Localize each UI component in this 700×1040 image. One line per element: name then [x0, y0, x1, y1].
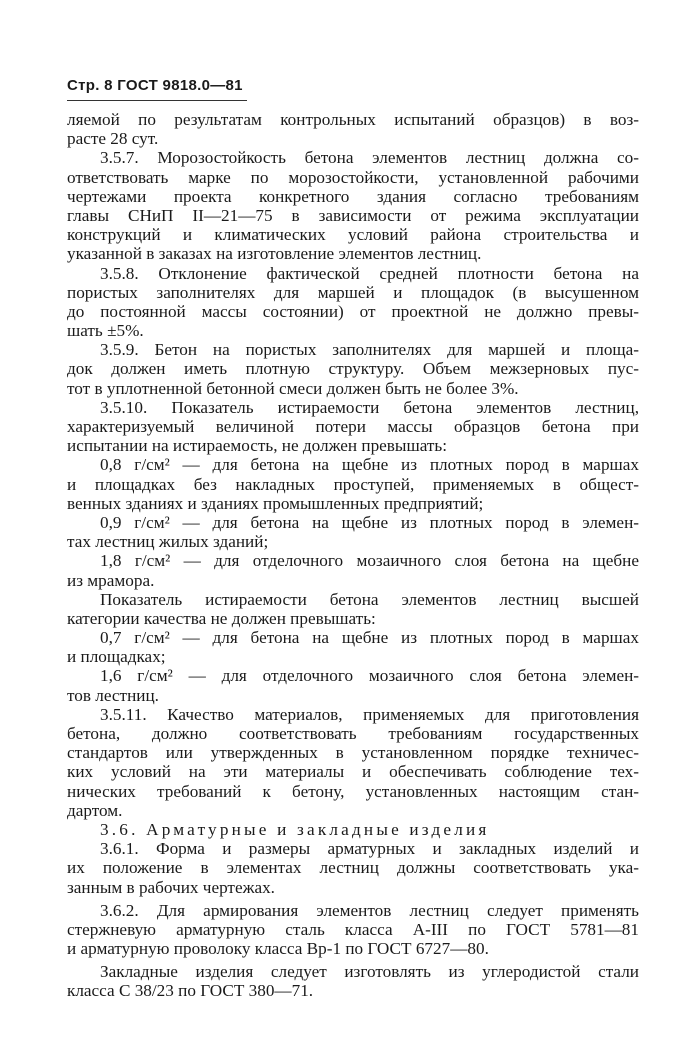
text-line: конструкций и климатических условий района строительства и: [67, 225, 639, 245]
text-line: Показатель истираемости бетона элементов лестниц высшей: [100, 589, 639, 609]
text-line: док должен иметь плотную структуру. Объем межзерновых пус-: [67, 359, 639, 379]
text-line: шать ±5%.: [67, 321, 144, 341]
text-line: 1,6 г/см² — для отделочного мозаичного слоя бетона элемен-: [100, 666, 639, 686]
text-line: стержневую арматурную сталь класса А-III по ГОСТ 5781—81: [67, 919, 639, 939]
text-line: нических требований к бетону, установленных настоящим стан-: [67, 781, 639, 801]
text-line: и арматурную проволоку класса Вр-1 по ГОСТ 6727—80.: [67, 939, 489, 959]
text-line: до постоянной массы состоянии) от проектной не должно превы-: [67, 301, 639, 321]
text-line: дартом.: [67, 800, 123, 820]
text-line: и площадках;: [67, 647, 166, 667]
body-text: [67, 110, 639, 1001]
text-line: стандартов или утвержденных в установленном порядке техничес-: [67, 743, 639, 763]
text-line: бетона, должно соответствовать требованиям государственных: [67, 724, 639, 743]
text-line: тов лестниц.: [67, 685, 159, 705]
text-line: категории качества не должен превышать:: [67, 608, 376, 628]
text-line: 3.5.9. Бетон на пористых заполнителях для маршей и площа-: [100, 340, 639, 360]
text-line: чертежами проекта конкретного здания согласно требованиям: [67, 186, 639, 206]
text-line: 3.5.11. Качество материалов, применяемых для приготовления: [100, 704, 639, 724]
text-line: из мрамора.: [67, 570, 155, 590]
text-line: испытании на истираемость, не должен превышать:: [67, 436, 448, 456]
text-line: расте 28 сут.: [67, 129, 159, 149]
text-line: 3.5.10. Показатель истираемости бетона элементов лестниц,: [100, 397, 639, 417]
text-line: занным в рабочих чертежах.: [67, 877, 275, 897]
text-line: Закладные изделия следует изготовлять из углеродистой стали: [100, 962, 639, 982]
text-line: характеризуемый величиной потери массы образцов бетона при: [67, 417, 639, 436]
text-line: ких условий на эти материалы и обеспечивать соблюдение тех-: [67, 762, 639, 782]
text-line: 0,8 г/см² — для бетона на щебне из плотных пород в маршах: [100, 455, 639, 475]
page-header: Стр. 8 ГОСТ 9818.0—81: [67, 77, 243, 94]
text-line: венных зданиях и зданиях промышленных предприятий;: [67, 493, 484, 513]
text-line: 0,9 г/см² — для бетона на щебне из плотных пород в элемен-: [100, 512, 639, 532]
text-line: тот в уплотненной бетонной смеси должен быть не более 3%.: [67, 378, 519, 398]
text-line: 3.6.1. Форма и размеры арматурных и закладных изделий и: [100, 839, 639, 859]
text-line: пористых заполнителях для маршей и площадок (в высушенном: [67, 282, 639, 302]
text-line: 3.5.8. Отклонение фактической средней плотности бетона на: [100, 263, 639, 283]
text-line: указанной в заказах на изготовление элементов лестниц.: [67, 244, 482, 264]
text-line: класса С 38/23 по ГОСТ 380—71.: [67, 981, 314, 1001]
text-line: 3.6.2. Для армирования элементов лестниц следует применять: [100, 900, 639, 920]
text-line: ляемой по результатам контрольных испытаний образцов) в воз-: [67, 110, 639, 129]
text-line: 3.5.7. Морозостойкость бетона элементов лестниц должна со-: [100, 148, 639, 168]
text-line: тах лестниц жилых зданий;: [67, 532, 269, 552]
header-rule: [67, 100, 247, 101]
text-line: ответствовать марке по морозостойкости, установленной рабочими: [67, 167, 639, 187]
section-heading: 3.6. Арматурные и закладные изделия: [100, 819, 490, 839]
text-line: 0,7 г/см² — для бетона на щебне из плотных пород в маршах: [100, 628, 639, 648]
text-line: 1,8 г/см² — для отделочного мозаичного слоя бетона на щебне: [100, 551, 639, 571]
text-line: и площадках без накладных проступей, применяемых в общест-: [67, 474, 639, 494]
text-line: их положение в элементах лестниц должны соответствовать ука-: [67, 858, 639, 878]
text-line: главы СНиП II—21—75 в зависимости от режима эксплуатации: [67, 205, 639, 225]
